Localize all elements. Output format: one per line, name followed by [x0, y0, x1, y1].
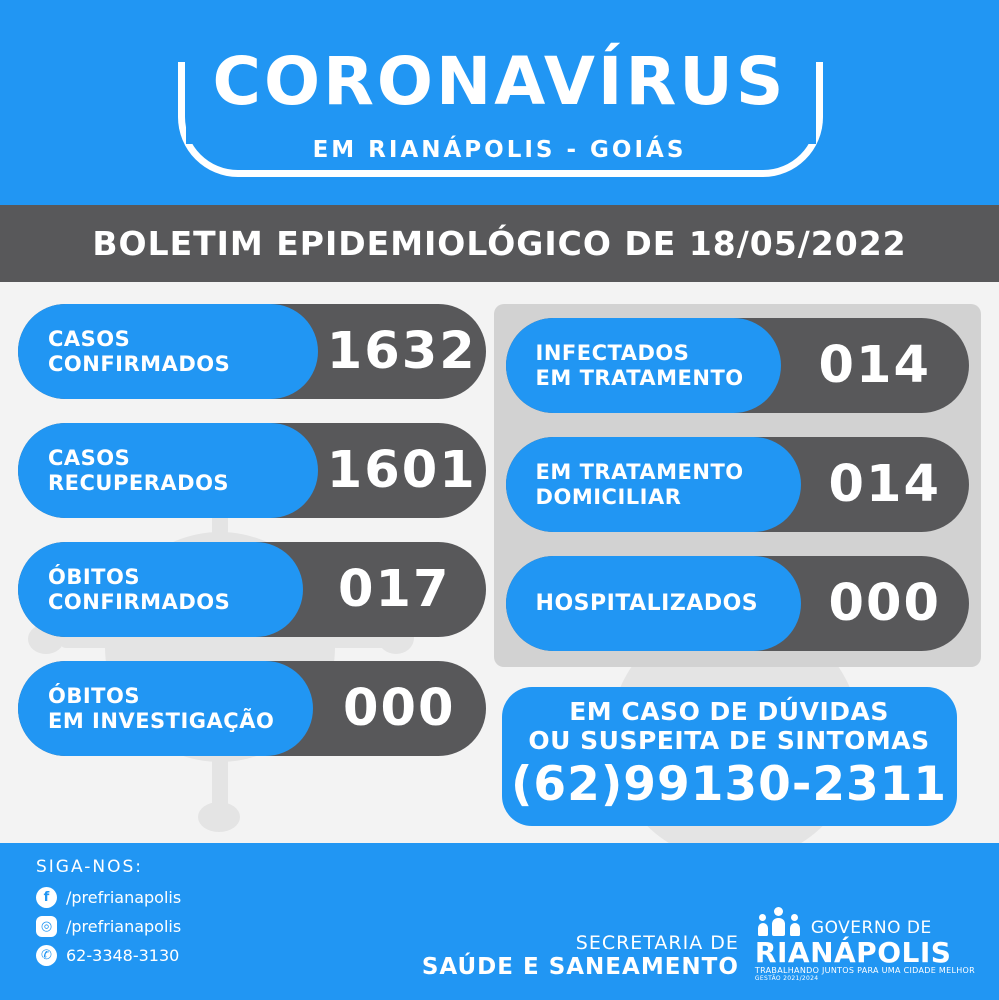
social-instagram[interactable] — [36, 916, 181, 937]
stat-value: 000 — [828, 574, 941, 633]
poster-header — [0, 0, 999, 205]
stats-column-left — [18, 304, 486, 826]
page-subtitle: EM RIANÁPOLIS - GOIÁS — [312, 136, 687, 163]
stat-value: 017 — [338, 560, 451, 619]
stat-value: 014 — [828, 455, 941, 514]
stat-label-line1: EM TRATAMENTO — [535, 460, 744, 485]
stat-label — [506, 437, 801, 532]
stat-value: 014 — [818, 336, 931, 395]
stat-label-line2: CONFIRMADOS — [48, 589, 231, 614]
secretaria-logo — [422, 932, 739, 982]
stat-label-line1: INFECTADOS — [535, 341, 690, 366]
governo-years: GESTÃO 2021/2024 — [754, 974, 819, 982]
stat-label — [18, 542, 303, 637]
treatment-panel — [494, 304, 981, 667]
social-handle: 62-3348-3130 — [66, 946, 180, 965]
whatsapp-icon: ✆ — [36, 945, 57, 966]
social-facebook[interactable] — [36, 887, 181, 908]
stats-section — [0, 282, 999, 843]
stat-label — [506, 556, 801, 651]
stat-casos-recuperados — [18, 423, 486, 518]
stat-label — [506, 318, 781, 413]
stat-label — [18, 304, 318, 399]
social-handle: /prefrianapolis — [66, 888, 182, 907]
governo-line1: GOVERNO DE — [810, 918, 932, 939]
stat-label-line1: CASOS — [48, 327, 131, 352]
stat-casos-confirmados — [18, 304, 486, 399]
social-whatsapp[interactable] — [36, 945, 181, 966]
stat-label — [18, 423, 318, 518]
governo-name: RIANÁPOLIS — [754, 935, 952, 969]
stat-value: 1601 — [326, 441, 477, 500]
social-title: SIGA-NOS: — [36, 857, 143, 877]
help-line1: EM CASO DE DÚVIDAS — [569, 697, 889, 726]
institutional-block — [422, 857, 975, 1000]
stat-label-line1: CASOS — [48, 446, 131, 471]
stat-obitos-confirmados — [18, 542, 486, 637]
instagram-icon: ◎ — [36, 916, 57, 937]
stat-obitos-em-investigacao — [18, 661, 486, 756]
secretaria-line1: SECRETARIA DE — [575, 931, 739, 954]
social-block — [36, 857, 181, 1000]
bulletin-date-text: BOLETIM EPIDEMIOLÓGICO DE 18/05/2022 — [92, 224, 907, 263]
stat-label — [18, 661, 313, 756]
governo-logo — [755, 907, 975, 982]
help-line2: OU SUSPEITA DE SINTOMAS — [528, 726, 930, 755]
stat-value: 000 — [343, 679, 456, 738]
stat-label-line1: HOSPITALIZADOS — [535, 590, 759, 616]
page-title: CORONAVÍRUS — [212, 42, 787, 120]
stat-infectados-em-tratamento — [506, 318, 969, 413]
stats-column-right — [494, 304, 981, 826]
stat-label-line1: ÓBITOS — [48, 565, 140, 590]
stat-em-tratamento-domiciliar — [506, 437, 969, 532]
governo-slogan: TRABALHANDO JUNTOS PARA UMA CIDADE MELHOR — [754, 966, 975, 976]
stat-label-line2: CONFIRMADOS — [48, 351, 231, 376]
stat-hospitalizados — [506, 556, 969, 651]
stat-label-line2: EM TRATAMENTO — [535, 365, 744, 390]
secretaria-line2: SAÚDE E SANEAMENTO — [421, 954, 739, 981]
poster-footer — [0, 843, 999, 1000]
help-contact-box — [502, 687, 957, 826]
facebook-icon: f — [36, 887, 57, 908]
stat-label-line1: ÓBITOS — [48, 684, 140, 709]
social-handle: /prefrianapolis — [66, 917, 182, 936]
bulletin-banner — [0, 205, 999, 282]
stat-value: 1632 — [326, 322, 477, 381]
stat-label-line2: RECUPERADOS — [48, 470, 230, 495]
help-phone-number[interactable]: (62)99130-2311 — [510, 757, 948, 812]
people-icon — [755, 907, 803, 936]
stat-label-line2: EM INVESTIGAÇÃO — [48, 708, 275, 733]
stat-label-line2: DOMICILIAR — [535, 484, 682, 509]
